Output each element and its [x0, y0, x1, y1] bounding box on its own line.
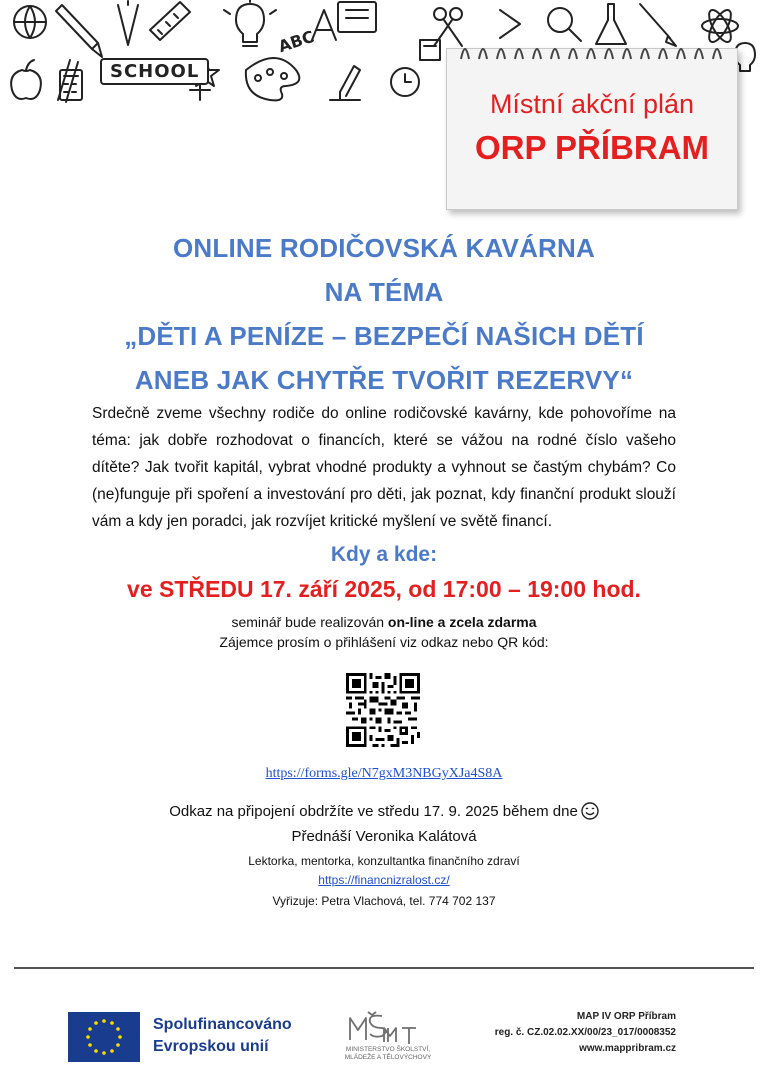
- connection-link-text: Odkaz na připojení obdržíte ve středu 17. 9. 2025 během dne: [169, 803, 578, 820]
- eu-line: Evropskou unií: [153, 1038, 269, 1055]
- lecturer-role: Lektorka, mentorka, konzultantka finančního zdraví: [248, 854, 520, 868]
- ministry-line: MLÁDEŽE A TĚLOVÝCHOVY: [344, 1054, 432, 1061]
- title-line: NA TÉMA: [324, 277, 444, 307]
- intro-paragraph: Srdečně zveme všechny rodiče do online rodičovské kavárny, kde pohovoříme na téma: jak dobře rozhodovat o financích, které se vážou na rodné číslo vašeho dítěte? Jak tvořit kapitál, vybrat vhodné produkty a vyhnout se častým chybám? Co (ne)funguje při spoření a investování pro děti, jak poznat, kdy finanční produkt slouží vám a kdy jen poradci, jak rozvíjet kritické myšlení ve světě financí.: [92, 405, 676, 530]
- event-title: [40, 226, 728, 402]
- lecturer-website-link[interactable]: https://financnizralost.cz/: [318, 873, 450, 887]
- abc-doodle-label: ABC: [275, 26, 317, 57]
- seminar-note: [0, 614, 768, 630]
- eu-flag-icon: [68, 1012, 140, 1062]
- eu-line: Spolufinancováno: [153, 1016, 292, 1033]
- title-line: ONLINE RODIČOVSKÁ KAVÁRNA: [173, 233, 595, 263]
- ministry-name: [322, 1046, 454, 1062]
- qr-code-icon[interactable]: [346, 673, 420, 747]
- project-name: MAP IV ORP Příbram: [576, 1011, 676, 1022]
- event-date: ve STŘEDU 17. září 2025, od 17:00 – 19:00 hod.: [127, 576, 641, 602]
- plan-notepad: [446, 48, 738, 210]
- registration-form-link[interactable]: https://forms.gle/N7gxM3NBGyXJa4S8A: [265, 766, 503, 781]
- spiral-binding-icon: [447, 39, 737, 61]
- project-website[interactable]: www.mappribram.cz: [579, 1043, 676, 1054]
- title-line: ANEB JAK CHYTŘE TVOŘIT REZERVY“: [134, 365, 634, 395]
- project-registration: reg. č. CZ.02.02.XX/00/23_017/0008352: [494, 1027, 676, 1038]
- when-where-heading: Kdy a kde:: [330, 543, 438, 566]
- plan-region: ORP PŘÍBRAM: [474, 129, 710, 166]
- connection-link-info: [0, 802, 768, 820]
- smiley-icon: [581, 802, 599, 820]
- plan-title: Místní akční plán: [489, 89, 695, 119]
- footer-divider: [14, 967, 754, 969]
- seminar-note-text: seminář bude realizován: [231, 614, 388, 630]
- seminar-note-emphasis: on-line a zcela zdarma: [387, 614, 537, 630]
- contact-info: Vyřizuje: Petra Vlachová, tel. 774 702 137: [272, 894, 496, 908]
- ministry-line: MINISTERSTVO ŠKOLSTVÍ,: [345, 1046, 431, 1053]
- school-doodle-label: SCHOOL: [100, 58, 209, 85]
- project-info: [495, 1009, 676, 1057]
- eu-cofunding-label: [153, 1014, 292, 1058]
- registration-note: Zájemce prosím o přihlášení viz odkaz nebo QR kód:: [219, 634, 549, 650]
- lecturer-name: Přednáší Veronika Kalátová: [291, 828, 477, 845]
- title-line: „DĚTI A PENÍZE – BEZPEČÍ NAŠICH DĚTÍ: [124, 321, 644, 351]
